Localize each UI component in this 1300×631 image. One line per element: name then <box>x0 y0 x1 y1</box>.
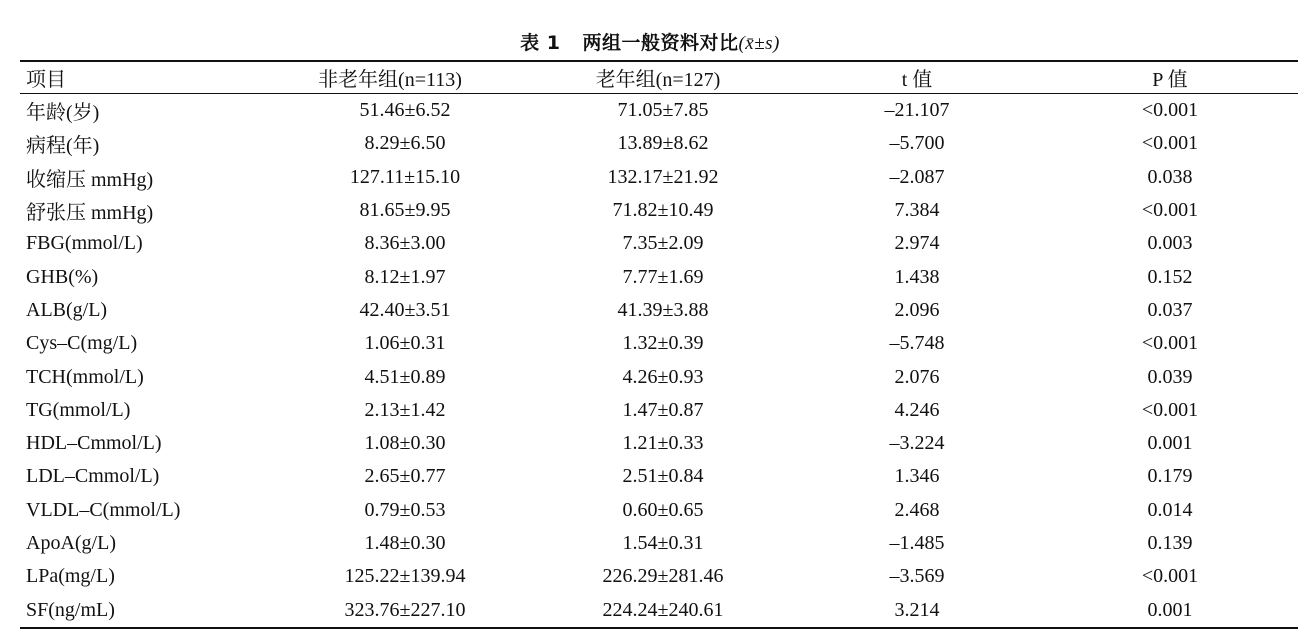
cell-item: TCH(mmol/L) <box>26 365 144 388</box>
cell-non-elderly: 8.29±6.50 <box>364 132 446 155</box>
cell-t-value: 2.076 <box>894 365 940 388</box>
cell-item: TG(mmol/L) <box>26 398 131 421</box>
table-row <box>20 227 1298 260</box>
cell-non-elderly: 323.76±227.10 <box>256 593 524 627</box>
cell-p-value: 0.037 <box>1147 298 1193 321</box>
cell-item: 年龄(岁) <box>26 102 100 125</box>
cell-elderly: 1.32±0.39 <box>622 332 704 355</box>
cell-p-value: <0.001 <box>1141 99 1199 122</box>
cell-t-value: 3.214 <box>792 593 1042 627</box>
cell-elderly: 0.60±0.65 <box>622 498 704 521</box>
cell-t-value: –3.569 <box>889 565 945 588</box>
table-row <box>20 294 1298 327</box>
cell-item: FBG(mmol/L) <box>26 232 143 255</box>
cell-elderly: 1.21±0.33 <box>622 432 704 455</box>
cell-item: ALB(g/L) <box>26 298 108 321</box>
cell-p-value: 0.001 <box>1042 593 1298 627</box>
cell-p-value: 0.038 <box>1147 165 1193 188</box>
cell-item: SF(ng/mL) <box>20 593 256 627</box>
table-row <box>20 427 1298 460</box>
table-row <box>20 360 1298 393</box>
cell-t-value: 2.096 <box>894 298 940 321</box>
cell-p-value: 0.003 <box>1147 232 1193 255</box>
cell-p-value: 0.001 <box>1147 432 1193 455</box>
header-item: 项目 <box>20 61 256 94</box>
cell-t-value: –3.224 <box>889 432 945 455</box>
cell-elderly: 4.26±0.93 <box>622 365 704 388</box>
cell-non-elderly: 8.12±1.97 <box>364 265 446 288</box>
header-t-value: t 值 <box>792 61 1042 94</box>
cell-item: 舒张压 mmHg) <box>26 202 154 225</box>
cell-elderly: 13.89±8.62 <box>617 132 709 155</box>
header-non-elderly-group: 非老年组(n=113) <box>256 61 524 94</box>
cell-p-value: 0.139 <box>1147 532 1193 554</box>
caption-number: 表 1 <box>520 32 561 54</box>
cell-p-value: <0.001 <box>1141 565 1199 588</box>
cell-t-value: –1.485 <box>889 532 945 554</box>
table-row <box>20 494 1298 527</box>
data-table <box>20 60 1298 629</box>
cell-p-value: 0.039 <box>1147 365 1193 388</box>
table-row <box>20 460 1298 493</box>
cell-t-value: 4.246 <box>894 398 940 421</box>
table-row <box>20 593 1298 627</box>
table-row <box>20 194 1298 227</box>
cell-t-value: 2.468 <box>894 498 940 521</box>
table-row <box>20 527 1298 560</box>
cell-t-value: –2.087 <box>889 165 945 188</box>
cell-p-value: <0.001 <box>1141 332 1199 355</box>
cell-elderly: 41.39±3.88 <box>617 298 709 321</box>
table-body <box>20 94 1298 628</box>
cell-elderly: 132.17±21.92 <box>607 165 719 188</box>
cell-t-value: 1.438 <box>894 265 940 288</box>
cell-non-elderly: 1.08±0.30 <box>364 432 446 455</box>
cell-item: LPa(mg/L) <box>26 565 115 588</box>
cell-non-elderly: 1.06±0.31 <box>364 332 446 355</box>
cell-p-value: 0.152 <box>1147 265 1193 288</box>
cell-non-elderly: 0.79±0.53 <box>364 498 446 521</box>
table-row <box>20 394 1298 427</box>
cell-elderly: 71.82±10.49 <box>612 199 714 222</box>
cell-non-elderly: 81.65±9.95 <box>359 199 451 222</box>
cell-item: 病程(年) <box>26 135 100 158</box>
cell-p-value: <0.001 <box>1141 199 1199 222</box>
cell-item: Cys–C(mg/L) <box>26 332 138 355</box>
cell-t-value: –5.700 <box>889 132 945 155</box>
header-elderly-group: 老年组(n=127) <box>524 61 792 94</box>
cell-item: 收缩压 mmHg) <box>26 168 154 191</box>
cell-non-elderly: 127.11±15.10 <box>349 165 461 188</box>
cell-elderly: 1.54±0.31 <box>622 532 704 554</box>
cell-p-value: 0.014 <box>1147 498 1193 521</box>
cell-non-elderly: 51.46±6.52 <box>359 99 451 122</box>
table-header <box>20 61 1298 94</box>
cell-non-elderly: 42.40±3.51 <box>359 298 451 321</box>
cell-p-value: <0.001 <box>1141 132 1199 155</box>
cell-item: GHB(%) <box>26 265 99 288</box>
cell-t-value: 2.974 <box>894 232 940 255</box>
caption-stat: (x̄±s) <box>738 33 780 54</box>
cell-elderly: 224.24±240.61 <box>524 593 792 627</box>
header-row <box>20 61 1298 94</box>
cell-t-value: –5.748 <box>889 332 945 355</box>
caption-title: 两组一般资料对比 <box>582 32 739 54</box>
table-row <box>20 327 1298 360</box>
cell-elderly: 2.51±0.84 <box>622 465 704 488</box>
table-caption <box>0 30 1300 57</box>
table-row <box>20 260 1298 293</box>
cell-item: VLDL–C(mmol/L) <box>26 498 181 521</box>
cell-non-elderly: 8.36±3.00 <box>364 232 446 255</box>
cell-item: LDL–Cmmol/L) <box>26 465 160 488</box>
cell-elderly: 226.29±281.46 <box>602 565 724 588</box>
table-row <box>20 127 1298 160</box>
cell-t-value: 1.346 <box>894 465 940 488</box>
cell-p-value: 0.179 <box>1147 465 1193 488</box>
cell-non-elderly: 2.65±0.77 <box>364 465 446 488</box>
cell-non-elderly: 1.48±0.30 <box>364 532 446 554</box>
cell-elderly: 71.05±7.85 <box>617 99 709 122</box>
cell-item: HDL–Cmmol/L) <box>26 432 162 455</box>
cell-t-value: 7.384 <box>894 199 940 222</box>
cell-t-value: –21.107 <box>884 99 950 122</box>
cell-p-value: <0.001 <box>1141 398 1199 421</box>
cell-non-elderly: 125.22±139.94 <box>344 565 466 588</box>
cell-elderly: 7.35±2.09 <box>622 232 704 255</box>
table-row <box>20 161 1298 194</box>
table-row <box>20 94 1298 128</box>
table-row <box>20 560 1298 593</box>
cell-elderly: 7.77±1.69 <box>622 265 704 288</box>
cell-elderly: 1.47±0.87 <box>622 398 704 421</box>
header-p-value: P 值 <box>1042 61 1298 94</box>
cell-non-elderly: 4.51±0.89 <box>364 365 446 388</box>
cell-non-elderly: 2.13±1.42 <box>364 398 446 421</box>
cell-item: ApoA(g/L) <box>26 532 116 554</box>
